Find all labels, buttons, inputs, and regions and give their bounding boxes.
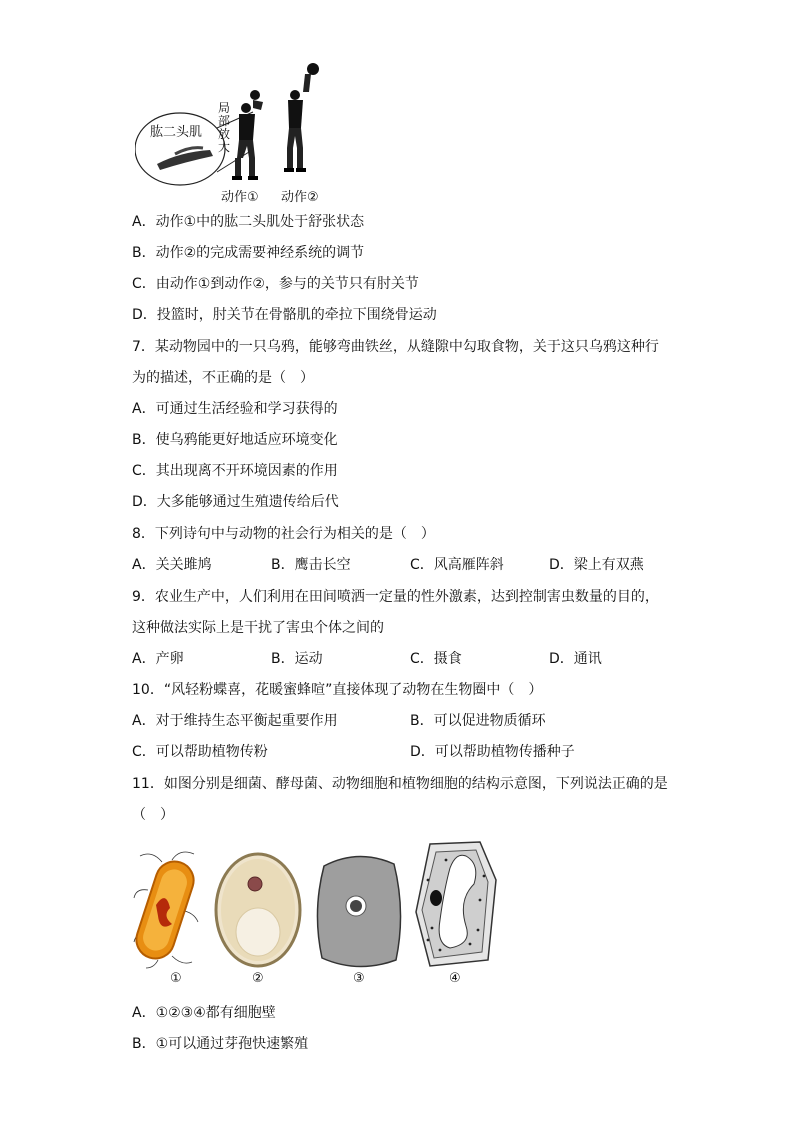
- q8-option-a: A．关关雎鸠: [132, 557, 212, 573]
- q11-option-a: A．①②③④都有细胞壁: [132, 1005, 276, 1021]
- q9-option-c: C．摄食: [410, 651, 462, 667]
- q11-stem-line2: （ ）: [132, 807, 174, 823]
- action2-label: 动作②: [281, 190, 319, 205]
- q8-option-b: B．鹰击长空: [271, 557, 351, 573]
- biceps-label: 肱二头肌: [150, 125, 203, 140]
- local-magnify-label: 局部放大: [218, 101, 231, 154]
- q7-option-d: D．大多能够通过生殖遗传给后代: [132, 494, 339, 510]
- q9-option-a: A．产卵: [132, 651, 184, 667]
- q10-option-c: C．可以帮助植物传粉: [132, 744, 268, 760]
- q9-option-d: D．通讯: [549, 651, 602, 667]
- q11-option-b: B．①可以通过芽孢快速繁殖: [132, 1036, 309, 1052]
- q9-option-b: B．运动: [271, 651, 323, 667]
- q6-option-a: A．动作①中的肱二头肌处于舒张状态: [132, 214, 365, 230]
- q11-stem-line1: 11．如图分别是细菌、酵母菌、动物细胞和植物细胞的结构示意图，下列说法正确的是: [132, 776, 668, 792]
- animal-cell: [314, 852, 404, 972]
- q9-stem-line2: 这种做法实际上是干扰了害虫个体之间的: [132, 620, 384, 636]
- q7-option-b: B．使乌鸦能更好地适应环境变化: [132, 432, 338, 448]
- q6-option-d: D．投篮时，肘关节在骨骼肌的牵拉下围绕骨运动: [132, 307, 437, 323]
- q8-stem: 8．下列诗句中与动物的社会行为相关的是（ ）: [132, 526, 435, 542]
- cell-label-1: ①: [170, 971, 182, 986]
- q10-option-b: B．可以促进物质循环: [410, 713, 546, 729]
- plant-cell: [410, 840, 500, 972]
- cell-label-2: ②: [252, 971, 264, 986]
- q7-option-a: A．可通过生活经验和学习获得的: [132, 401, 338, 417]
- q8-option-c: C．风高雁阵斜: [410, 557, 504, 573]
- q9-stem-line1: 9．农业生产中，人们利用在田间喷洒一定量的性外激素，达到控制害虫数量的目的，: [132, 589, 659, 605]
- q8-option-d: D．梁上有双燕: [549, 557, 644, 573]
- q7-stem-line1: 7．某动物园中的一只乌鸦，能够弯曲铁丝，从缝隙中勾取食物，关于这只乌鸦这种行: [132, 339, 659, 355]
- q6-option-b: B．动作②的完成需要神经系统的调节: [132, 245, 365, 261]
- bacterium-cell: [132, 850, 202, 970]
- yeast-cell: [214, 852, 304, 972]
- action1-label: 动作①: [221, 190, 259, 205]
- q10-stem: 10．“风轻粉蝶喜，花暖蜜蜂喧”直接体现了动物在生物圈中（ ）: [132, 682, 543, 698]
- q10-option-a: A．对于维持生态平衡起重要作用: [132, 713, 338, 729]
- cell-label-4: ④: [449, 971, 461, 986]
- q6-option-c: C．由动作①到动作②，参与的关节只有肘关节: [132, 276, 419, 292]
- q10-option-d: D．可以帮助植物传播种子: [410, 744, 575, 760]
- q7-option-c: C．其出现离不开环境因素的作用: [132, 463, 338, 479]
- cell-label-3: ③: [353, 971, 365, 986]
- q7-stem-line2: 为的描述，不正确的是（ ）: [132, 370, 314, 386]
